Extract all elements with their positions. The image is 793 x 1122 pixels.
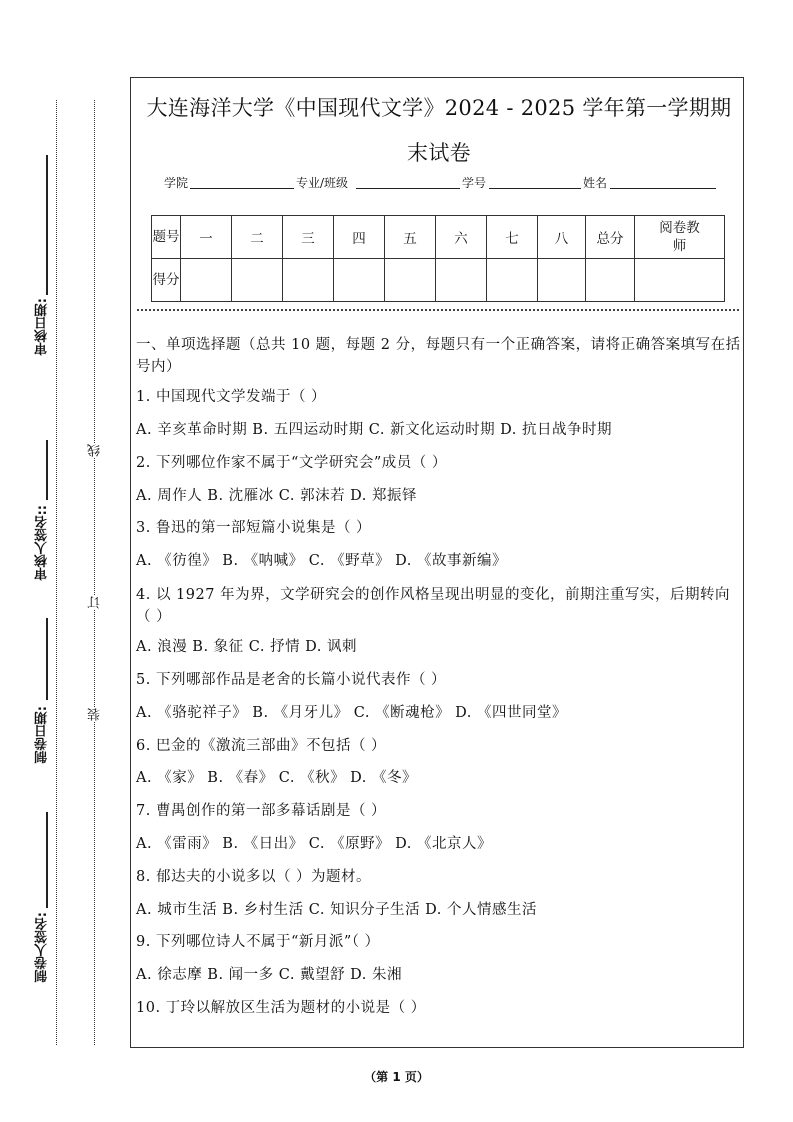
score-cell[interactable]: [487, 259, 538, 302]
options-9: A. 徐志摩 B. 闻一多 C. 戴望舒 D. 朱湘: [136, 967, 403, 983]
question-9: 9. 下列哪位诗人不属于“新月派”（ ）: [136, 934, 380, 950]
student-id-blank[interactable]: [489, 188, 581, 189]
question-10: 10. 丁玲以解放区生活为题材的小说是（ ）: [136, 1000, 426, 1016]
page-number: （第 1 页）: [364, 1070, 429, 1084]
options-6: A. 《家》 B. 《春》 C. 《秋》 D. 《冬》: [136, 770, 418, 786]
binding-mark-ding: 订: [88, 596, 103, 609]
score-cell[interactable]: [436, 259, 487, 302]
col-header-reviewer: 阅卷教师: [635, 216, 725, 259]
binding-dotted-line-outer: [56, 100, 57, 1045]
question-3: 3. 鲁迅的第一部短篇小说集是（ ）: [136, 520, 372, 536]
options-2: A. 周作人 B. 沈雁冰 C. 郭沫若 D. 郑振铎: [136, 488, 418, 504]
exam-title: 大连海洋大学《中国现代文学》2024 - 2025 学年第一学期期末试卷: [146, 96, 732, 165]
question-2: 2. 下列哪位作家不属于“文学研究会”成员（ ）: [136, 455, 447, 471]
name-blank[interactable]: [610, 188, 716, 189]
question-5: 5. 下列哪部作品是老舍的长篇小说代表作（ ）: [136, 672, 447, 688]
options-5: A. 《骆驼祥子》 B. 《月牙儿》 C. 《断魂枪》 D. 《四世同堂》: [136, 705, 568, 721]
col-header: 总分: [586, 216, 635, 259]
maker-signature-label: 制卷人签名:: [35, 912, 50, 983]
score-cell[interactable]: [334, 259, 385, 302]
name-label: 姓名: [583, 176, 608, 190]
score-cell[interactable]: [181, 259, 232, 302]
options-4: A. 浪漫 B. 象征 C. 抒情 D. 讽刺: [136, 639, 358, 655]
student-id-label: 学号: [462, 176, 487, 190]
col-header: 一: [181, 216, 232, 259]
make-date-label: 制卷日期:: [35, 706, 50, 764]
col-header: 四: [334, 216, 385, 259]
score-cell[interactable]: [232, 259, 283, 302]
reviewer-signature-blank[interactable]: [46, 440, 48, 500]
score-cell[interactable]: [635, 259, 725, 302]
col-header: 七: [487, 216, 538, 259]
score-cell[interactable]: [385, 259, 436, 302]
col-header: 八: [538, 216, 586, 259]
question-6: 6. 巴金的《激流三部曲》不包括（ ）: [136, 738, 387, 754]
score-table: [151, 215, 725, 302]
reviewer-signature-label: 审核人签名::: [35, 505, 50, 581]
binding-dotted-line-inner: [94, 100, 95, 1045]
maker-signature-blank[interactable]: [46, 812, 48, 908]
question-8: 8. 郁达夫的小说多以（ ）为题材。: [136, 869, 372, 885]
options-8: A. 城市生活 B. 乡村生活 C. 知识分子生活 D. 个人情感生活: [136, 902, 538, 918]
binding-mark-zhuang: 装: [88, 708, 103, 721]
options-7: A. 《雷雨》 B. 《日出》 C. 《原野》 D. 《北京人》: [136, 836, 493, 852]
review-date-label: 审核日期:: [35, 298, 50, 356]
section-heading: 一、单项选择题（总共 10 题，每题 2 分，每题只有一个正确答案，请将正确答案填写在括号内）: [136, 337, 741, 375]
row-label-tihao: 题号: [152, 216, 181, 259]
college-blank[interactable]: [190, 188, 294, 189]
question-7: 7. 曹禺创作的第一部多幕话剧是（ ）: [136, 803, 387, 819]
student-info-row: [164, 174, 724, 190]
dotted-separator: [137, 309, 739, 311]
score-cell[interactable]: [283, 259, 334, 302]
options-3: A. 《彷徨》 B. 《呐喊》 C. 《野草》 D. 《故事新编》: [136, 553, 508, 569]
score-cell[interactable]: [586, 259, 635, 302]
col-header: 六: [436, 216, 487, 259]
major-class-blank[interactable]: [356, 188, 460, 189]
col-header: 五: [385, 216, 436, 259]
score-cell[interactable]: [538, 259, 586, 302]
major-class-label: 专业/班级: [296, 176, 349, 190]
make-date-blank[interactable]: [46, 618, 48, 700]
question-1: 1. 中国现代文学发端于（ ）: [136, 389, 327, 405]
row-label-defen: 得分: [152, 259, 181, 302]
college-label: 学院: [164, 176, 189, 190]
review-date-blank[interactable]: [46, 155, 48, 295]
question-4: 4. 以 1927 年为界，文学研究会的创作风格呈现出明显的变化，前期注重写实，后期转向（ ）: [136, 587, 731, 625]
col-header: 二: [232, 216, 283, 259]
col-header: 三: [283, 216, 334, 259]
binding-mark-xian: 线: [88, 444, 103, 457]
options-1: A. 辛亥革命时期 B. 五四运动时期 C. 新文化运动时期 D. 抗日战争时期: [136, 422, 613, 438]
